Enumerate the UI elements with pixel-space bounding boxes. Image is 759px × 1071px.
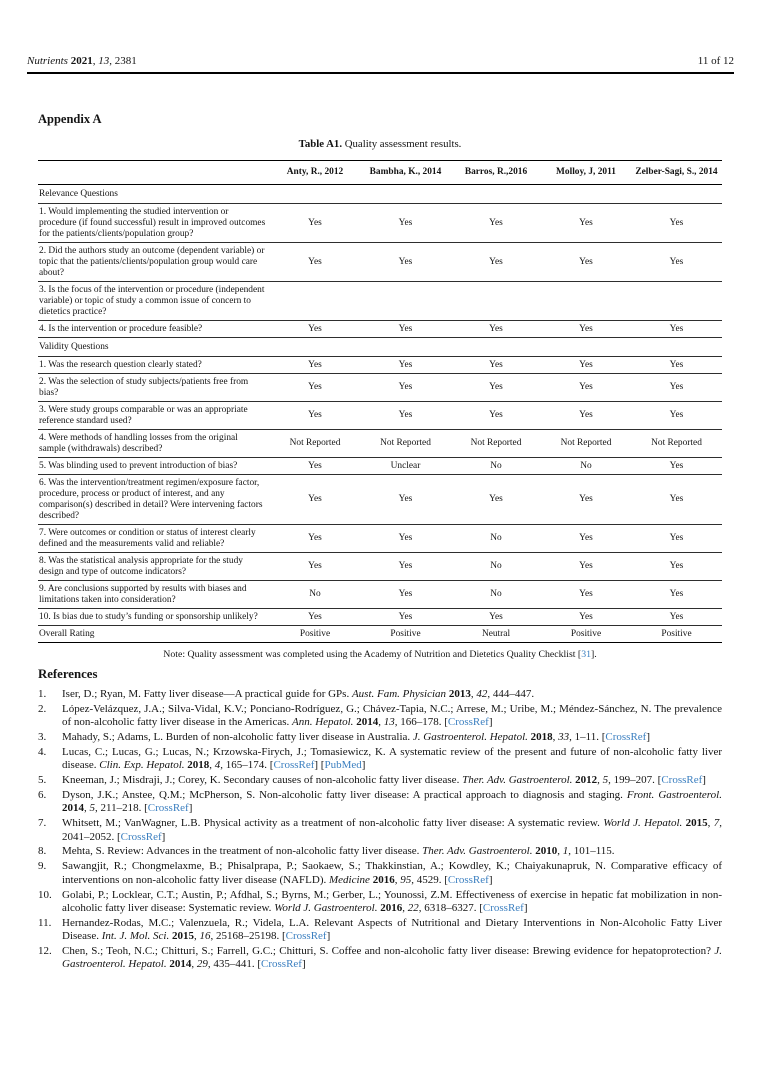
reference-item	[38, 789, 722, 816]
reference-segment: 13	[383, 716, 395, 729]
references-heading: References	[38, 667, 98, 681]
table-row	[38, 430, 722, 458]
reference-segment: Chen, S.; Teoh, N.C.; Chitturi, S.; Farrell, G.C.; Chitturi, S. Coffee and non-alcoholic fatty liver disease: Brewing evidence for hepatoprotection?	[62, 944, 715, 957]
reference-segment: , 25168–25198. [	[210, 929, 286, 942]
reference-number: 5.	[38, 774, 47, 787]
table-note	[38, 649, 722, 660]
reference-segment: ,	[394, 873, 401, 886]
reference-item	[38, 817, 722, 844]
reference-segment: Iser, D.; Ryan, M. Fatty liver disease—A practical guide for GPs.	[62, 688, 352, 700]
reference-segment: Whitsett, M.; VanWagner, L.B. Physical activity as a treatment of non-alcoholic fatty liver disease: A systematic review.	[62, 817, 604, 830]
answer-cell: Yes	[398, 256, 413, 267]
journal-volume: 13	[98, 55, 110, 67]
question-cell: 4. Were methods of handling losses from the original sample (withdrawals) described?	[39, 432, 238, 454]
reference-segment: , 199–207. [	[608, 774, 662, 787]
reference-item	[38, 688, 722, 701]
answer-cell: Yes	[308, 494, 322, 504]
answer-cell: No	[309, 589, 321, 599]
reference-segment: J. Gastroenterol. Hepatol.	[62, 944, 722, 971]
answer-cell: Not Reported	[289, 438, 341, 448]
question-cell: 3. Were study groups comparable or was an appropriate reference standard used?	[39, 404, 248, 426]
reference-number: 3.	[38, 731, 47, 744]
overall-rating-value: Positive	[661, 628, 692, 639]
study-column-header: Zelber-Sagi, S., 2014	[631, 161, 722, 185]
page-number: 11 of 12	[697, 55, 734, 67]
journal-year: 2021	[70, 55, 93, 67]
reference-segment: 2015	[685, 817, 708, 830]
answer-cell: Yes	[308, 256, 322, 267]
question-cell: 2. Did the authors study an outcome (dependent variable) or topic that the patients/clients/population group would care about?	[39, 245, 265, 278]
reference-segment: Aust. Fam. Physician	[351, 688, 449, 700]
answer-cell: Yes	[669, 217, 684, 228]
reference-number: 6.	[38, 789, 47, 802]
answer-cell: Yes	[579, 410, 593, 420]
reference-segment: 2014	[62, 802, 84, 815]
answer-cell: Yes	[308, 323, 322, 334]
answer-cell: Yes	[308, 359, 322, 370]
reference-segment: Front. Gastroenterol.	[626, 789, 722, 802]
answer-cell: Yes	[308, 382, 322, 392]
reference-item	[38, 860, 722, 887]
answer-cell: Yes	[579, 382, 593, 392]
reference-segment: Sawangjit, R.; Chongmelaxme, B.; Phisalprapa, P.; Saokaew, S.; Thakkinstian, A.; Kowdley, K.; Chaiyakunapruk, N. Comparative efficacy of interventions on non-alcoholic fatty liver disease (NAFLD).	[62, 860, 722, 886]
reference-segment: ,	[707, 817, 714, 830]
reference-text	[62, 703, 722, 728]
reference-segment: 1	[562, 845, 569, 858]
answer-cell	[631, 282, 722, 321]
table-row	[38, 321, 722, 338]
answer-cell: Yes	[398, 382, 413, 392]
reference-segment: 2014	[169, 958, 192, 971]
table-row	[38, 204, 722, 243]
reference-segment: 33	[558, 731, 570, 744]
answer-cell: Not Reported	[380, 438, 431, 448]
crossref-link[interactable]: CrossRef	[120, 830, 162, 843]
reference-segment: ]	[702, 774, 706, 787]
overall-rating-value: Neutral	[481, 628, 511, 639]
section-title: Validity Questions	[39, 341, 109, 352]
reference-segment: 2012	[575, 774, 598, 787]
reference-text	[62, 789, 722, 814]
reference-segment: ,	[193, 929, 200, 942]
reference-segment: , 1–11. [	[569, 731, 606, 744]
reference-segment: World J. Hepatol.	[603, 817, 686, 830]
answer-cell: Yes	[579, 217, 593, 228]
reference-segment: ]	[161, 830, 166, 843]
question-cell: 8. Was the statistical analysis appropriate for the study design and type of outcome indicators?	[39, 555, 243, 577]
reference-segment: 2014	[356, 716, 379, 729]
reference-segment: 2016	[372, 873, 395, 886]
table-row	[38, 458, 722, 475]
answer-cell: Yes	[579, 359, 593, 370]
table-row	[38, 475, 722, 525]
answer-cell: Yes	[579, 611, 593, 622]
answer-cell: Yes	[579, 589, 593, 599]
question-cell: 9. Are conclusions supported by results with biases and limitations taken into consideration?	[39, 583, 247, 605]
table-row	[38, 581, 722, 609]
crossref-link[interactable]: CrossRef	[273, 759, 315, 772]
answer-cell: Yes	[398, 410, 413, 420]
answer-cell: Yes	[308, 561, 322, 571]
answer-cell: Yes	[489, 217, 503, 228]
answer-cell: Yes	[398, 561, 413, 571]
overall-rating-row	[38, 626, 722, 643]
reference-segment: ]	[646, 731, 651, 744]
reference-segment: ,	[402, 901, 408, 914]
reference-item	[38, 731, 722, 744]
answer-cell: Not Reported	[651, 438, 702, 448]
answer-cell: Yes	[579, 533, 593, 543]
answer-cell: Yes	[308, 410, 322, 420]
reference-segment: 2018	[530, 731, 553, 744]
question-cell: 3. Is the focus of the intervention or procedure (independent variable) or topic of study a common issue of concern to dietetics practice?	[39, 284, 265, 317]
study-column-header: Bambha, K., 2014	[360, 161, 451, 185]
reference-item	[38, 703, 722, 730]
answer-cell: Yes	[579, 256, 593, 267]
crossref-link[interactable]: CrossRef	[661, 774, 703, 787]
question-cell: 7. Were outcomes or condition or status of interest clearly defined and the measurements valid and reliable?	[39, 527, 256, 549]
answer-cell: Yes	[308, 611, 322, 622]
reference-segment: , 165–174. [	[220, 759, 274, 772]
reference-text	[62, 917, 722, 942]
journal-article-number: , 2381	[109, 55, 137, 67]
answer-cell: No	[580, 460, 592, 471]
reference-number: 12.	[38, 944, 52, 957]
reference-text	[62, 731, 650, 743]
reference-segment: 7	[713, 817, 720, 830]
reference-number: 8.	[38, 845, 47, 858]
answer-cell: No	[490, 561, 502, 571]
reference-text	[62, 774, 706, 786]
question-cell: 5. Was blinding used to prevent introduction of bias?	[39, 460, 238, 471]
reference-segment: Medicine	[329, 873, 373, 886]
reference-text	[62, 746, 722, 771]
answer-cell: Not Reported	[560, 438, 612, 448]
answer-cell: Yes	[579, 561, 593, 571]
answer-cell: Yes	[398, 611, 413, 622]
reference-item	[38, 945, 722, 972]
section-row	[38, 185, 722, 204]
table-row	[38, 374, 722, 402]
table-header-row	[38, 161, 722, 185]
reference-segment: 2013	[448, 688, 471, 700]
answer-cell: No	[490, 460, 502, 471]
question-column-header	[38, 161, 270, 185]
reference-segment: Mehta, S. Review: Advances in the treatment of non-alcoholic fatty liver disease.	[62, 845, 423, 858]
quality-assessment-table	[38, 160, 722, 643]
answer-cell: Yes	[398, 533, 413, 543]
answer-cell: No	[490, 533, 502, 543]
overall-rating-value: Positive	[390, 628, 421, 639]
overall-rating-value: Positive	[570, 628, 602, 639]
reference-text	[62, 945, 722, 970]
reference-segment: Kneeman, J.; Misdraji, J.; Corey, K. Secondary causes of non-alcoholic fatty liver disease.	[62, 774, 463, 787]
reference-segment: , 4529. [	[411, 873, 448, 886]
reference-segment: ] [	[314, 759, 325, 772]
study-column-header: Molloy, J, 2011	[541, 161, 631, 185]
reference-segment: ,	[209, 759, 215, 772]
table-note-suffix: ].	[591, 649, 597, 660]
table-row	[38, 357, 722, 374]
table-row	[38, 525, 722, 553]
answer-cell: Yes	[489, 494, 503, 504]
reference-number: 9.	[38, 860, 47, 873]
answer-cell: Yes	[398, 217, 413, 228]
answer-cell: Yes	[398, 323, 413, 334]
journal-name: Nutrients	[27, 55, 71, 67]
qa-table-body	[38, 185, 722, 643]
reference-segment: , 444–447.	[487, 688, 535, 700]
crossref-link[interactable]: CrossRef	[147, 802, 189, 815]
question-cell: 1. Would implementing the studied intervention or procedure (if found successful) result in improved outcomes for the patients/clients/population group?	[39, 206, 266, 239]
crossref-link[interactable]: CrossRef	[482, 901, 524, 914]
reference-segment: ]	[488, 716, 493, 729]
table-caption-label: Table A1.	[298, 138, 345, 150]
answer-cell: Yes	[669, 323, 684, 334]
crossref-link[interactable]: CrossRef	[285, 929, 327, 942]
reference-segment: , 6318–6327. [	[418, 901, 483, 914]
answer-cell: Not Reported	[470, 438, 522, 448]
reference-segment: Ann. Hepatol.	[292, 716, 357, 729]
reference-text	[62, 688, 534, 700]
crossref-link[interactable]: CrossRef	[261, 958, 302, 971]
page-header	[27, 55, 734, 68]
answer-cell: Yes	[669, 561, 684, 571]
reference-text	[62, 860, 722, 885]
reference-segment: ]	[361, 759, 366, 772]
reference-segment: 95	[400, 873, 412, 886]
answer-cell: Yes	[669, 382, 684, 392]
table-row	[38, 402, 722, 430]
reference-segment: 29	[196, 958, 208, 971]
reference-segment: J. Gastroenterol. Hepatol.	[412, 731, 531, 744]
reference-item	[38, 917, 722, 944]
question-cell: 4. Is the intervention or procedure feasible?	[39, 323, 203, 334]
reference-segment: Mahady, S.; Adams, L. Burden of non-alcoholic fatty liver disease in Australia.	[62, 731, 413, 744]
reference-number: 11.	[38, 916, 52, 929]
reference-segment: Hernandez-Rodas, M.C.; Valenzuela, R.; Videla, L.A. Relevant Aspects of Nutritional and Dietary Interventions in Non-Alcoholic Fatty Liver Disease.	[62, 916, 722, 942]
question-cell: 10. Is bias due to study’s funding or sponsorship unlikely?	[39, 611, 258, 622]
reference-segment: ,	[191, 958, 197, 971]
answer-cell: Yes	[398, 359, 413, 370]
reference-segment: 22	[407, 901, 419, 914]
reference-segment: 5	[602, 774, 609, 787]
answer-cell: Yes	[669, 589, 684, 599]
reference-segment: , 166–178. [	[394, 716, 448, 729]
answer-cell: Yes	[489, 382, 503, 392]
header-divider	[27, 72, 734, 74]
table-row	[38, 609, 722, 626]
section-title: Relevance Questions	[39, 188, 118, 199]
reference-segment: ,	[557, 845, 563, 858]
reference-number: 10.	[38, 888, 52, 901]
reference-number: 7.	[38, 817, 47, 830]
question-cell: 2. Was the selection of study subjects/patients free from bias?	[39, 376, 249, 398]
table-row	[38, 553, 722, 581]
crossref-link[interactable]: CrossRef	[447, 716, 489, 729]
answer-cell: No	[490, 589, 502, 599]
question-cell: 6. Was the intervention/treatment regimen/exposure factor, procedure, process or product of interest, and any comparison(s) described in detail? Were intervening factors described?	[39, 477, 263, 521]
answer-cell: Yes	[308, 533, 322, 543]
reference-item	[38, 774, 722, 787]
reference-segment: ]	[326, 929, 331, 942]
answer-cell: Yes	[669, 460, 684, 471]
answer-cell: Yes	[489, 359, 503, 370]
reference-segment: , 2041–2052. [	[62, 817, 723, 843]
answer-cell: Yes	[669, 494, 684, 504]
answer-cell: Yes	[579, 494, 593, 504]
reference-segment: 42	[476, 688, 488, 700]
reference-segment: 5	[89, 802, 95, 815]
reference-number: 2.	[38, 702, 47, 715]
answer-cell: Yes	[489, 410, 503, 420]
reference-segment: ]	[301, 958, 306, 971]
overall-rating-label: Overall Rating	[39, 628, 95, 639]
answer-cell: Yes	[579, 323, 593, 334]
answer-cell: Yes	[669, 533, 684, 543]
table-row	[38, 243, 722, 282]
table-row	[38, 282, 722, 321]
reference-segment: Ther. Adv. Gastroenterol.	[422, 845, 536, 858]
study-column-header: Anty, R., 2012	[270, 161, 360, 185]
answer-cell: Yes	[308, 217, 322, 228]
reference-segment: Dyson, J.K.; Anstee, Q.M.; McPherson, S. Non-alcoholic fatty liver disease: A practical approach to diagnosis and staging.	[62, 789, 627, 802]
answer-cell	[541, 282, 631, 321]
reference-segment: 2010	[535, 845, 558, 858]
table-caption	[38, 138, 722, 150]
table-caption-text: Quality assessment results.	[344, 138, 462, 150]
reference-segment: 2018	[187, 759, 210, 772]
reference-text	[62, 845, 615, 857]
answer-cell: Yes	[489, 323, 503, 334]
section-row	[38, 338, 722, 357]
reference-text	[62, 817, 722, 842]
reference-segment: ]	[188, 802, 193, 815]
answer-cell: Yes	[669, 256, 684, 267]
reference-text	[62, 889, 722, 914]
answer-cell: Yes	[308, 460, 322, 471]
reference-item	[38, 845, 722, 858]
reference-segment: ,	[597, 774, 603, 787]
reference-segment: Int. J. Mol. Sci.	[101, 929, 172, 942]
reference-segment: 2015	[171, 929, 194, 942]
overall-rating-value: Positive	[299, 628, 331, 639]
crossref-link[interactable]: CrossRef	[447, 873, 489, 886]
reference-item	[38, 889, 722, 916]
reference-segment: 2016	[380, 901, 403, 914]
reference-segment: ,	[470, 688, 477, 700]
answer-cell	[451, 282, 541, 321]
crossref-link[interactable]: CrossRef	[605, 731, 647, 744]
reference-segment: World J. Gastroenterol.	[274, 901, 381, 914]
reference-segment: ,	[378, 716, 384, 729]
answer-cell: Yes	[398, 494, 413, 504]
reference-number: 1.	[38, 688, 47, 700]
appendix-heading: Appendix A	[38, 112, 102, 126]
reference-number: 4.	[38, 745, 47, 758]
reference-item	[38, 746, 722, 773]
journal-citation	[27, 55, 137, 68]
reference-segment: 16	[199, 929, 211, 942]
reference-segment: ,	[84, 802, 90, 815]
answer-cell: Yes	[669, 611, 684, 622]
answer-cell: Yes	[669, 359, 684, 370]
reference-segment: Clin. Exp. Hepatol.	[99, 759, 188, 772]
table-note-text: Note: Quality assessment was completed using the Academy of Nutrition and Dietetics Quality Checklist [	[163, 649, 582, 660]
answer-cell: Yes	[489, 611, 503, 622]
answer-cell: Yes	[489, 256, 503, 267]
references-list	[38, 688, 722, 973]
citation-link[interactable]: 31	[581, 649, 591, 660]
study-column-header: Barros, R.,2016	[451, 161, 541, 185]
answer-cell: Yes	[398, 589, 413, 599]
reference-segment: , 435–441. [	[207, 958, 262, 971]
reference-segment: ]	[488, 873, 493, 886]
answer-cell	[270, 282, 360, 321]
answer-cell: Yes	[669, 410, 684, 420]
reference-segment: 4	[214, 759, 221, 772]
reference-segment: Lucas, C.; Lucas, G.; Lucas, N.; Krzowska-Firych, J.; Tomasiewicz, K. A systematic review of the present and future of non-alcoholic fatty liver disease.	[62, 745, 722, 772]
answer-cell	[360, 282, 451, 321]
reference-segment: , 101–115.	[568, 845, 615, 858]
pubmed-link[interactable]: PubMed	[324, 759, 362, 772]
reference-segment: Golabi, P.; Locklear, C.T.; Austin, P.; Afdhal, S.; Byrns, M.; Gerber, L.; Younossi, Z.M. Effectiveness of exercise in hepatic fat mobilization in non-alcoholic fatty liver disease: Systematic review.	[62, 888, 722, 914]
reference-segment: López-Velázquez, J.A.; Silva-Vidal, K.V.; Ponciano-Rodríguez, G.; Chávez-Tapia, N.C.; Arrese, M.; Uribe, M.; Méndez-Sánchez, N. The prevalence of non-alcoholic fatty liver disease in the Americas.	[62, 702, 722, 729]
reference-segment: ]	[523, 901, 528, 914]
question-cell: 1. Was the research question clearly stated?	[39, 359, 202, 370]
journal-separator: ,	[92, 55, 99, 67]
reference-segment: , 211–218. [	[95, 802, 148, 815]
reference-segment: Ther. Adv. Gastroenterol.	[462, 774, 576, 787]
answer-cell: Unclear	[390, 460, 421, 471]
reference-segment: ,	[552, 731, 559, 744]
